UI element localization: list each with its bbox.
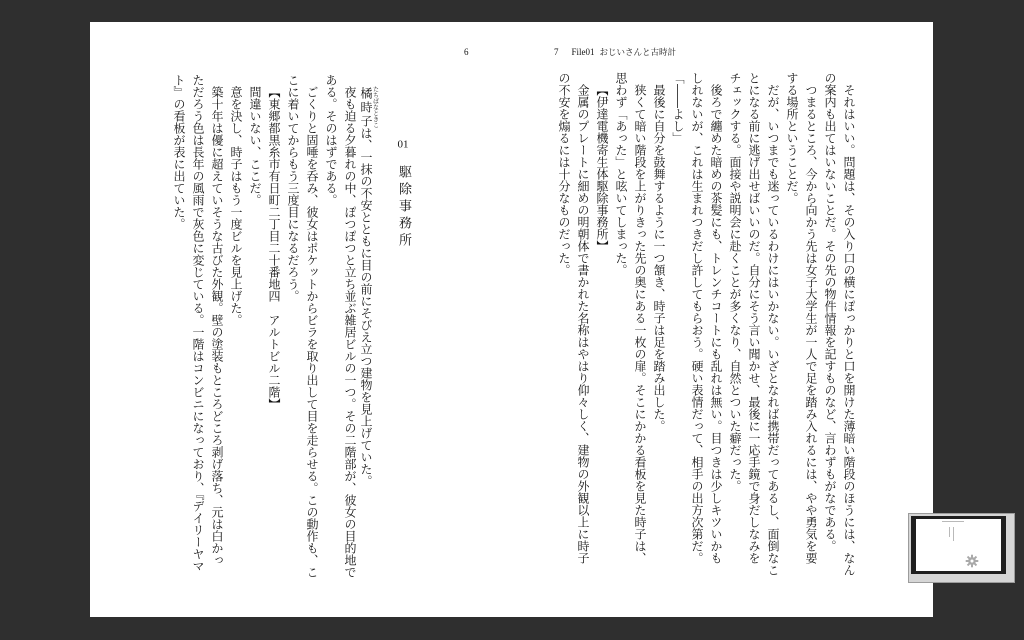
paragraph: [725, 72, 782, 592]
ruby-word: [359, 86, 379, 128]
ruby-base: 橘時子: [359, 86, 373, 128]
thumbnail-page: [911, 516, 1006, 574]
text-line: 思わず「あった」と呟いてしまった。: [614, 72, 628, 276]
chapter-title: 駆除事務所: [396, 165, 411, 250]
chapter-number: 01: [397, 139, 409, 150]
text-line: ただろう色は長年の風雨で灰色に変じている。一階はコンビニになっており、『デイリーヤマ: [191, 74, 205, 572]
paragraph: [592, 72, 611, 592]
paragraph: [782, 72, 820, 592]
text-line: 【東郷都黒糸市有日町二丁目二十番地四 アルトビル二階】: [267, 86, 281, 410]
text-line: 最後に自分を鼓舞するように一つ頷き、時子は足を踏み出した。: [652, 84, 666, 432]
text-line: [359, 74, 378, 594]
gear-icon: [965, 554, 979, 568]
text-line: 間違いない、ここだ。: [248, 86, 262, 206]
text-line: ある。そのはずである。: [324, 74, 338, 206]
paragraph: [359, 74, 378, 594]
text-line: 後ろで纏めた暗めの茶髪にも、トレンチコートにも乱れは無い。目つきは少しキツいかも: [709, 84, 723, 564]
paragraph: [611, 72, 649, 592]
text-line: だが、いつまでも迷っているわけにはいかない。いざとなれば携帯だってあるし、面倒なこ: [766, 84, 780, 576]
page-number-right: 7: [554, 47, 559, 57]
text-line: こに着いてからもう三度目になるだろう。: [286, 74, 300, 302]
text-line: 意を決し、時子はもう一度ビルを見上げた。: [229, 86, 243, 326]
left-page-text: [169, 74, 378, 594]
paragraph: [264, 74, 283, 594]
running-header-file: File01: [571, 47, 595, 57]
right-page-header: [554, 46, 676, 58]
left-page-header: [464, 46, 469, 58]
running-header-title: おじいさんと古時計: [599, 47, 677, 57]
text-line: 「――よし」: [671, 72, 685, 144]
chapter-heading: [394, 139, 413, 299]
thumbnail-text-placeholder: [953, 527, 954, 541]
text-line: 築十年は優に超えていそうな古びた外観。壁の塗装もところどころ剥げ落ち、元は白かっ: [210, 86, 224, 566]
thumbnail-text-placeholder: [949, 527, 950, 537]
paragraph: [283, 74, 321, 594]
paragraph: [820, 72, 858, 592]
text-segment: は、一抹の不安とともに目の前にそびえ立つ建物を見上げていた。: [359, 127, 373, 487]
text-line: 金属のプレートに細めの明朝体で書かれた名称はやはり仰々しく、建物の外観以上に時子: [576, 84, 590, 564]
text-line: ト』の看板が表に出ていた。: [172, 74, 186, 230]
ruby-reading: たちばなときこ: [371, 86, 379, 128]
text-line: 【伊達電機寄生体駆除事務所】: [595, 84, 609, 252]
thumbnail-text-placeholder: [942, 521, 964, 522]
text-line: の案内も出てはいないことだ。その先の物件情報を記すものなど、言わずもがなである。: [823, 72, 837, 552]
paragraph: [321, 74, 359, 594]
text-line: する場所ということだ。: [785, 72, 799, 204]
paragraph: [226, 74, 245, 594]
text-line: の不安を煽るには十分なものだった。: [557, 72, 571, 276]
paragraph: [649, 72, 668, 592]
right-page-text: [554, 72, 858, 592]
text-line: チェックする。面接や説明会に赴くことが多くなり、自然とついた癖だった。: [728, 72, 742, 492]
paragraph: [245, 74, 264, 594]
text-line: 狭くて暗い階段を上がりきった先の奥にある一枚の扉。そこにかかる看板を見た時子は、: [633, 84, 647, 564]
paragraph: [668, 72, 687, 592]
text-line: とになる前に逃げ出せばいいのだ。自分にそう言い聞かせ、最後に一応手鏡で身だしなみを: [747, 72, 761, 564]
text-line: それはいい。問題は、その入り口の横にぽっかりと口を開けた薄暗い階段のほうには、なん: [842, 84, 856, 576]
paragraph: [554, 72, 592, 592]
paragraph: [687, 72, 725, 592]
text-line: しれないが、これは生まれつきだし許してもらおう。硬い表情だって、相手の出方次第だ。: [690, 72, 704, 564]
page-number-left: 6: [464, 47, 469, 57]
text-line: つまるところ、今から向かう先は女子大学生が一人で足を踏み入れるには、やや勇気を要: [804, 84, 818, 564]
text-line: 夜も迫る夕暮れの中、ぽつぽつと立ち並ぶ雑居ビルの一つ。その二階部が、彼女の目的地で: [343, 86, 357, 578]
page-thumbnail[interactable]: [908, 513, 1015, 583]
paragraph: [169, 74, 226, 594]
text-line: ごくりと固唾を呑み、彼女はポケットからビラを取り出して目を走らせる。この動作も、こ: [305, 86, 319, 578]
